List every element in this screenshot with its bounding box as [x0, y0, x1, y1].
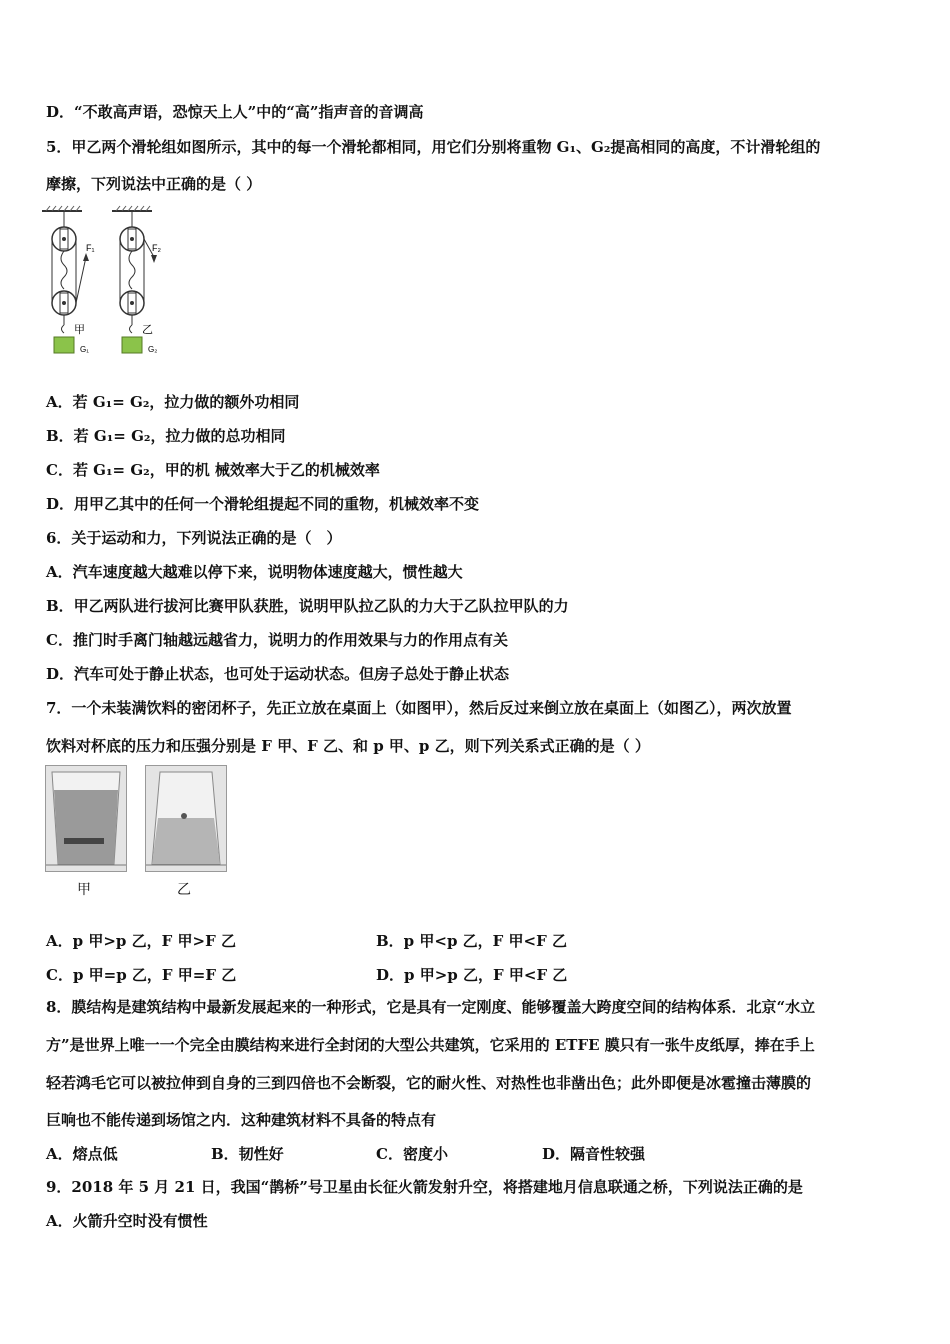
q9-option-a: A．火箭升空时没有惯性	[46, 1212, 208, 1230]
q8-option-b: B．韧性好	[211, 1145, 284, 1163]
q5-stem-line1: 5．甲乙两个滑轮组如图所示，其中的每一个滑轮都相同，用它们分别将重物 G₁、G₂提高相同的高度，不计滑轮组的	[46, 138, 821, 156]
q8-option-a: A．熔点低	[46, 1145, 118, 1163]
q8-stem-line3: 轻若鸿毛它可以被拉伸到自身的三到四倍也不会断裂，它的耐火性、对热性也非凿出色；此外即便是冰雹撞击薄膜的	[46, 1074, 812, 1092]
q8-option-c: C．密度小	[376, 1145, 448, 1163]
q9-stem: 9．2018 年 5 月 21 日，我国“鹊桥”号卫星由长征火箭发射升空，将搭建地月信息联通之桥，下列说法正确的是	[46, 1178, 803, 1196]
q7-option-a: A．p 甲>p 乙，F 甲>F 乙	[46, 932, 236, 950]
q5-stem-line2: 摩擦，下列说法中正确的是（ ）	[46, 175, 262, 193]
label-f1: F₁	[86, 243, 95, 253]
q8-stem-line1: 8．膜结构是建筑结构中最新发展起来的一种形式，它是具有一定刚度、能够覆盖大跨度空间的结构体系．北京“水立	[46, 998, 816, 1016]
q6-option-a: A．汽车速度越大越难以停下来，说明物体速度越大，惯性越大	[46, 563, 463, 581]
q6-option-b: B．甲乙两队进行拔河比赛甲队获胜，说明甲队拉乙队的力大于乙队拉甲队的力	[46, 597, 569, 615]
q8-option-d: D．隔音性较强	[542, 1145, 646, 1163]
label-jia: 甲	[74, 323, 85, 336]
q6-stem: 6．关于运动和力，下列说法正确的是（ ）	[46, 529, 342, 547]
q5-option-b: B．若 G₁= G₂，拉力做的总功相同	[46, 427, 286, 445]
q5-option-c: C．若 G₁= G₂，甲的机 械效率大于乙的机械效率	[46, 461, 380, 479]
q7-option-d: D．p 甲>p 乙，F 甲<F 乙	[376, 966, 568, 984]
q7-option-c: C．p 甲=p 乙，F 甲=F 乙	[46, 966, 237, 984]
q6-option-c: C．推门时手离门轴越远越省力，说明力的作用效果与力的作用点有关	[46, 631, 508, 649]
label-f2: F₂	[152, 243, 161, 253]
label-g2: G₂	[148, 345, 158, 354]
pulley-figure	[40, 205, 180, 365]
cups-figure	[45, 765, 245, 900]
label-yi: 乙	[142, 323, 153, 336]
q8-stem-line4: 巨响也不能传递到场馆之内．这种建筑材料不具备的特点有	[46, 1111, 437, 1129]
label-g1: G₁	[80, 345, 89, 354]
q8-stem-line2: 方”是世界上唯一一个完全由膜结构来进行全封闭的大型公共建筑，它采用的 ETFE 膜只有一张牛皮纸厚，捧在手上	[46, 1036, 815, 1054]
cup-label-yi: 乙	[177, 882, 191, 898]
cup-inverted-image	[145, 765, 227, 872]
q5-option-a: A．若 G₁= G₂，拉力做的额外功相同	[46, 393, 300, 411]
q7-stem-line2: 饮料对杯底的压力和压强分别是 F 甲、F 乙、和 p 甲、p 乙，则下列关系式正确的是（ ）	[46, 737, 650, 755]
q4-option-d: D．“不敢高声语，恐惊天上人”中的“高”指声音的音调高	[46, 103, 424, 121]
q5-option-d: D．用甲乙其中的任何一个滑轮组提起不同的重物，机械效率不变	[46, 495, 480, 513]
q7-option-b: B．p 甲<p 乙，F 甲<F 乙	[376, 932, 567, 950]
q6-option-d: D．汽车可处于静止状态，也可处于运动状态。但房子总处于静止状态	[46, 665, 510, 683]
q7-stem-line1: 7．一个未装满饮料的密闭杯子，先正立放在桌面上（如图甲），然后反过来倒立放在桌面上（如图乙），两次放置	[46, 699, 792, 717]
cup-upright-image	[45, 765, 127, 872]
cup-label-jia: 甲	[77, 882, 91, 898]
